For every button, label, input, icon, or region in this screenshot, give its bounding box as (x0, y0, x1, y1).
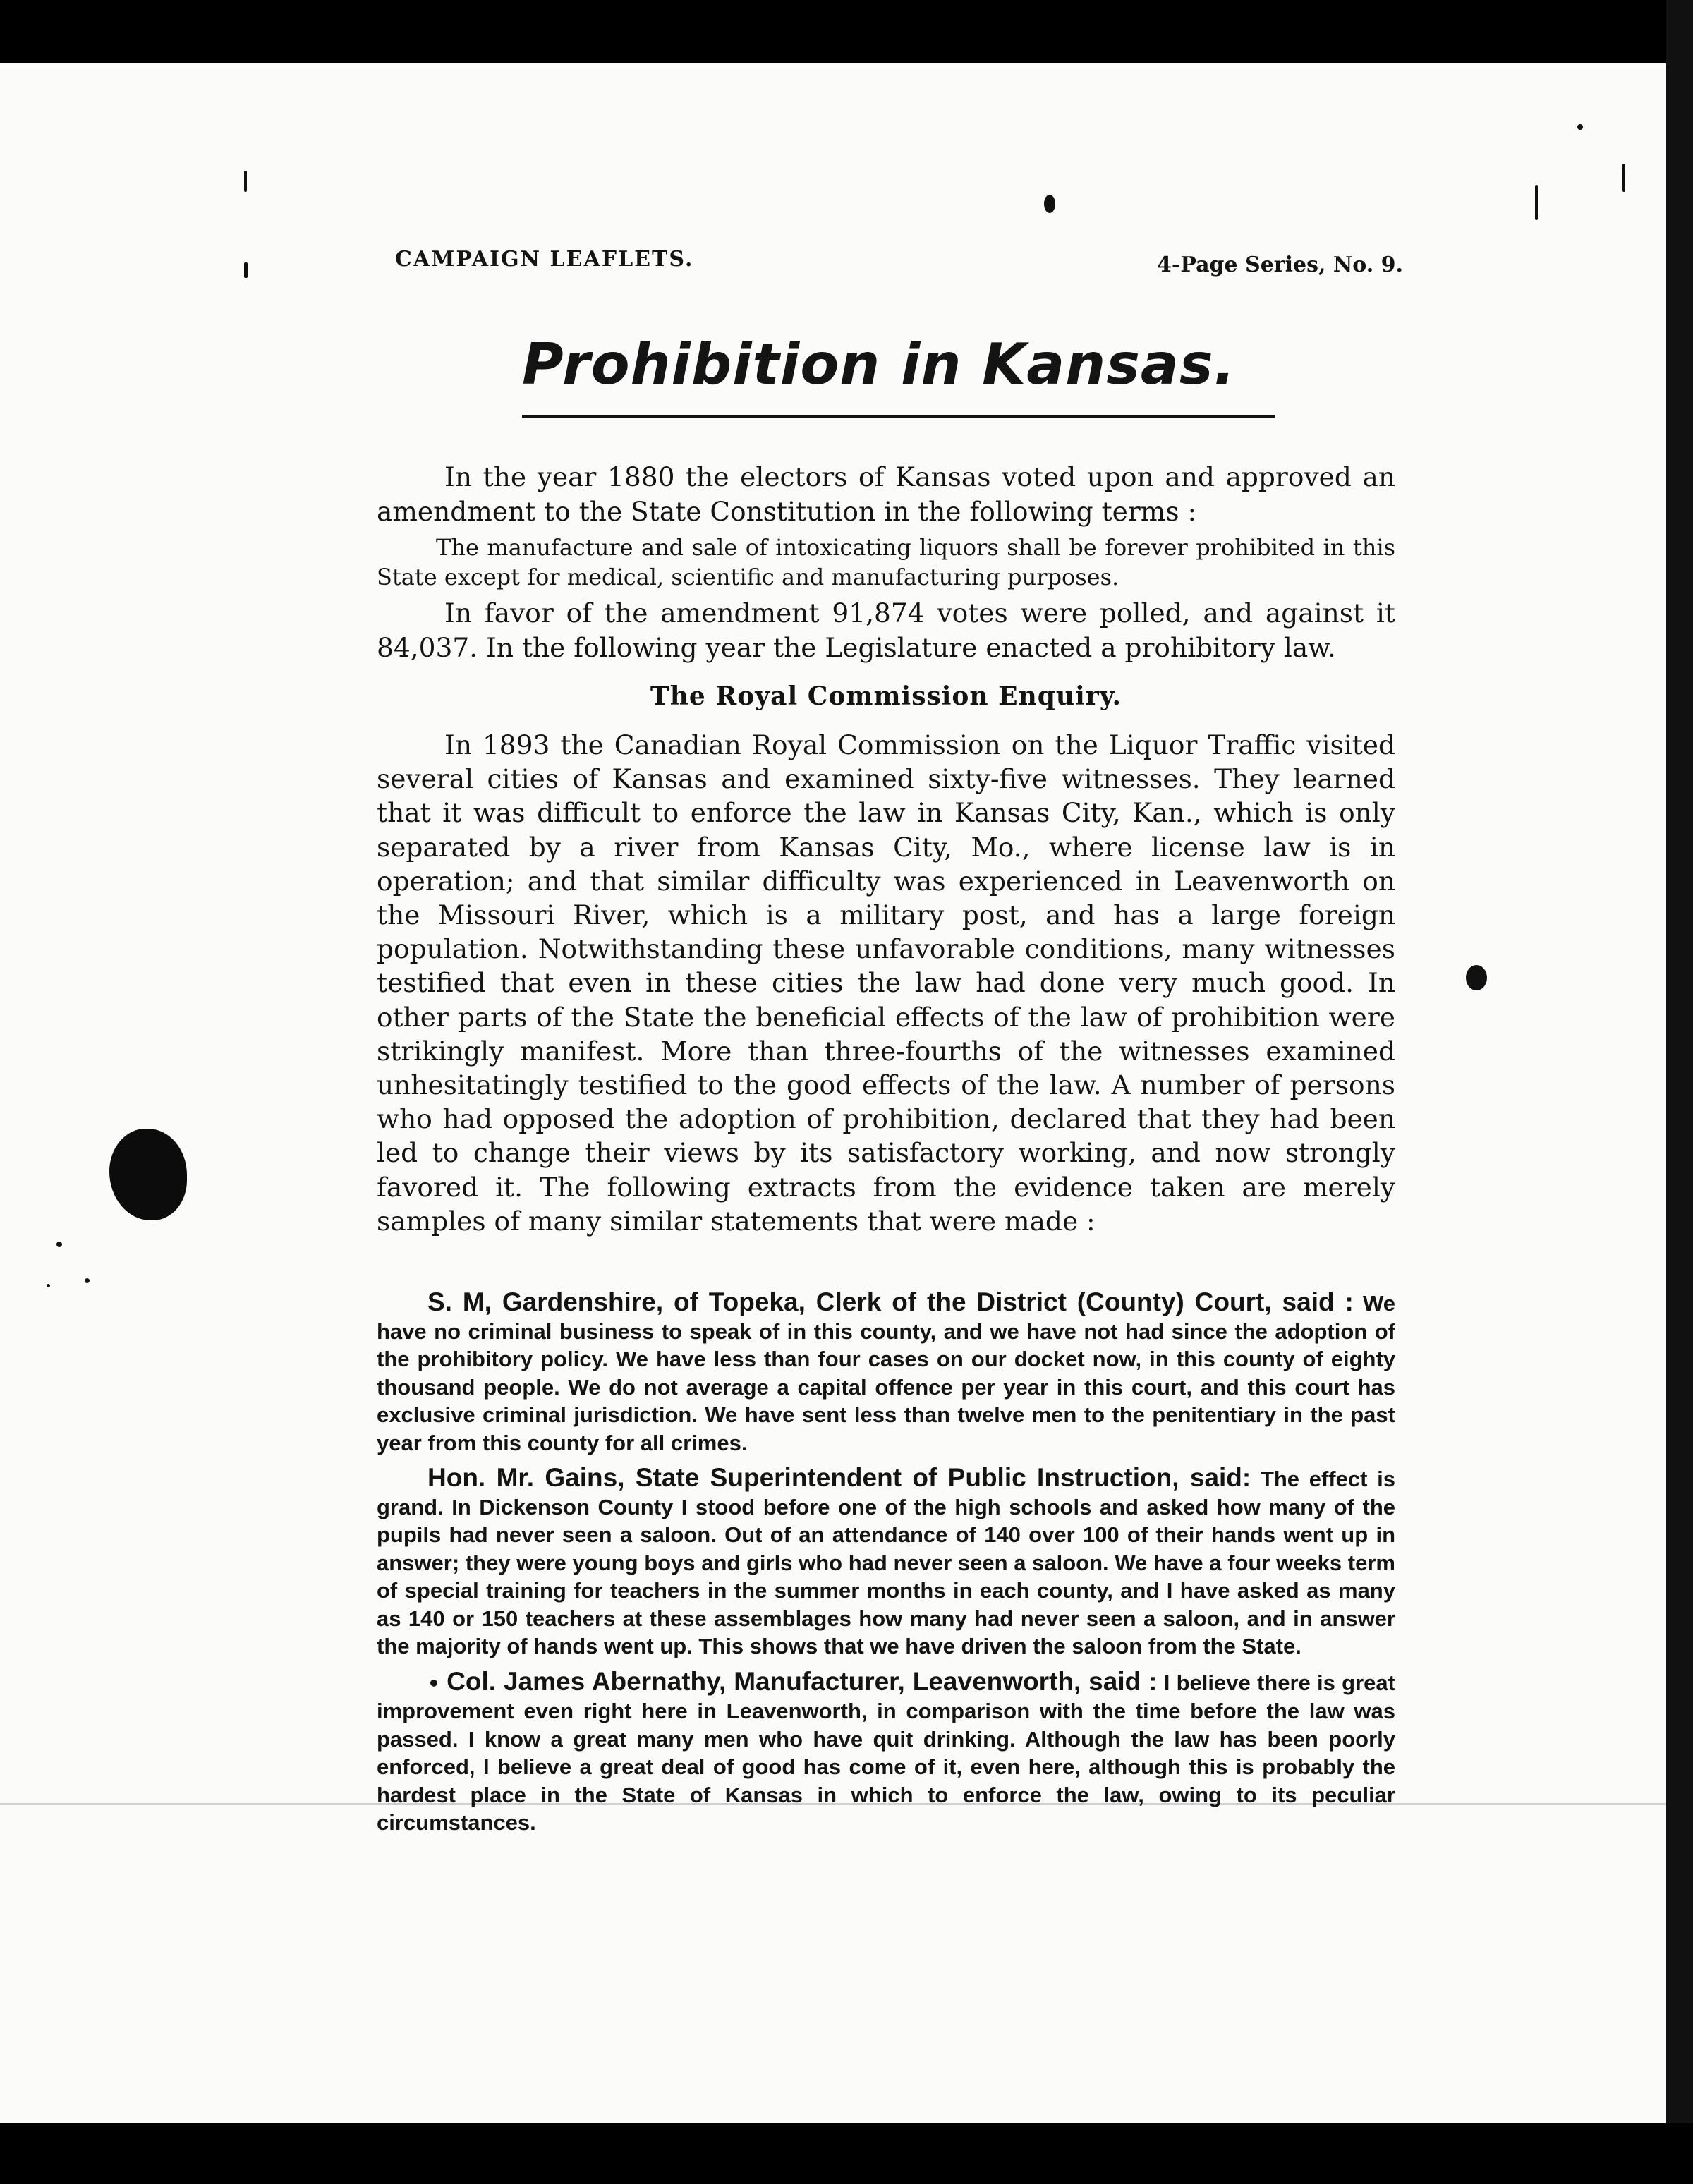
testimony-speaker: Hon. Mr. Gains, State Superintendent of Public Instruction, said: (427, 1463, 1251, 1492)
commission-paragraph: In 1893 the Canadian Royal Commission on the Liquor Traffic visited several cities of Kansas and examined sixty-five witnesses. They learned that it was difficult to enforce the law in Kansas City, Kan., which is only separated by a river from Kansas City, Mo., where license law is in operation; and that similar difficulty was experienced in Leavenworth on the Missouri River, which is a military post, and has a large foreign population. Notwithstanding these unfavorable conditions, many witnesses testified that even in these cities the law had done very much good. In other parts of the State the beneficial effects of the law of prohibition were strikingly manifest. More than three-fourths of the witnesses examined unhesitatingly testified to the good effects of the law. A number of persons who had opposed the adoption of prohibition, declared that they had been led to change their views by its satisfactory working, and now strongly favored it. The following extracts from the evidence taken are merely samples of many similar statements that were made : (377, 729, 1395, 1237)
testimony-text: The effect is grand. In Dickenson County I stood before one of the high schools and asked how many of the pupils had never seen a saloon. Out of an attendance of 140 over 100 of their hands went up in answer; they were young boys and girls who had never seen a saloon. We have a four weeks term of special training for teachers in the summer months in each county, and I have asked as many as 140 or 150 teachers at these assemblages how many had never seen a saloon, and in answer the majority of hands went up. This shows that we have driven the saloon from the State. (377, 1467, 1395, 1658)
commission-section (377, 728, 1395, 1238)
title-underline (522, 415, 1275, 418)
page-edge-shadow (1666, 0, 1693, 2184)
series-label: CAMPAIGN LEAFLETS. (395, 247, 694, 272)
amendment-quote: The manufacture and sale of intoxicating liquors shall be forever prohibited in this State except for medical, scientific and manufacturing purposes. (377, 534, 1395, 590)
vote-paragraph: In favor of the amendment 91,874 votes were polled, and against it 84,037. In the following year the Legislature enacted a prohibitory law. (377, 597, 1395, 663)
scan-border-bottom (0, 2123, 1693, 2184)
testimony-item (377, 1288, 1395, 1457)
testimony-speaker: Col. James Abernathy, Manufacturer, Leavenworth, said : (447, 1666, 1158, 1696)
page-title: Prohibition in Kansas. (522, 332, 1236, 397)
testimony-list (377, 1288, 1395, 1837)
intro-paragraph: In the year 1880 the electors of Kansas voted upon and approved an amendment to the State Constitution in the following terms : (377, 461, 1395, 527)
testimony-speaker: S. M, Gardenshire, of Topeka, Clerk of the District (County) Court, said : (427, 1287, 1354, 1316)
testimony-item (377, 1668, 1395, 1837)
testimony-item (377, 1464, 1395, 1661)
series-number: 4-Page Series, No. 9. (1157, 253, 1403, 277)
bullet-icon: • (427, 1671, 440, 1695)
testimony-text: I believe there is great improvement even right here in Leavenworth, in comparison with the time before the law was passed. I know a great many men who have quit drinking. Although the law has been poorly enforced, I believe a great deal of good has come of it, even here, although this is probably the hardest place in the State of Kansas in which to enforce the law, owing to its peculiar circumstances. (377, 1670, 1395, 1835)
testimony-text: We have no criminal business to speak of in this county, and we have not had since the adoption of the prohibitory policy. We have less than four cases on our docket now, in this county of eighty thousand people. We do not average a capital offence per year in this court, and this court has exclusive criminal jurisdiction. We have sent less than twelve men to the penitentiary in the past year from this county for all crimes. (377, 1291, 1395, 1455)
section-heading: The Royal Commission Enquiry. (650, 681, 1122, 711)
intro-section (377, 460, 1395, 665)
